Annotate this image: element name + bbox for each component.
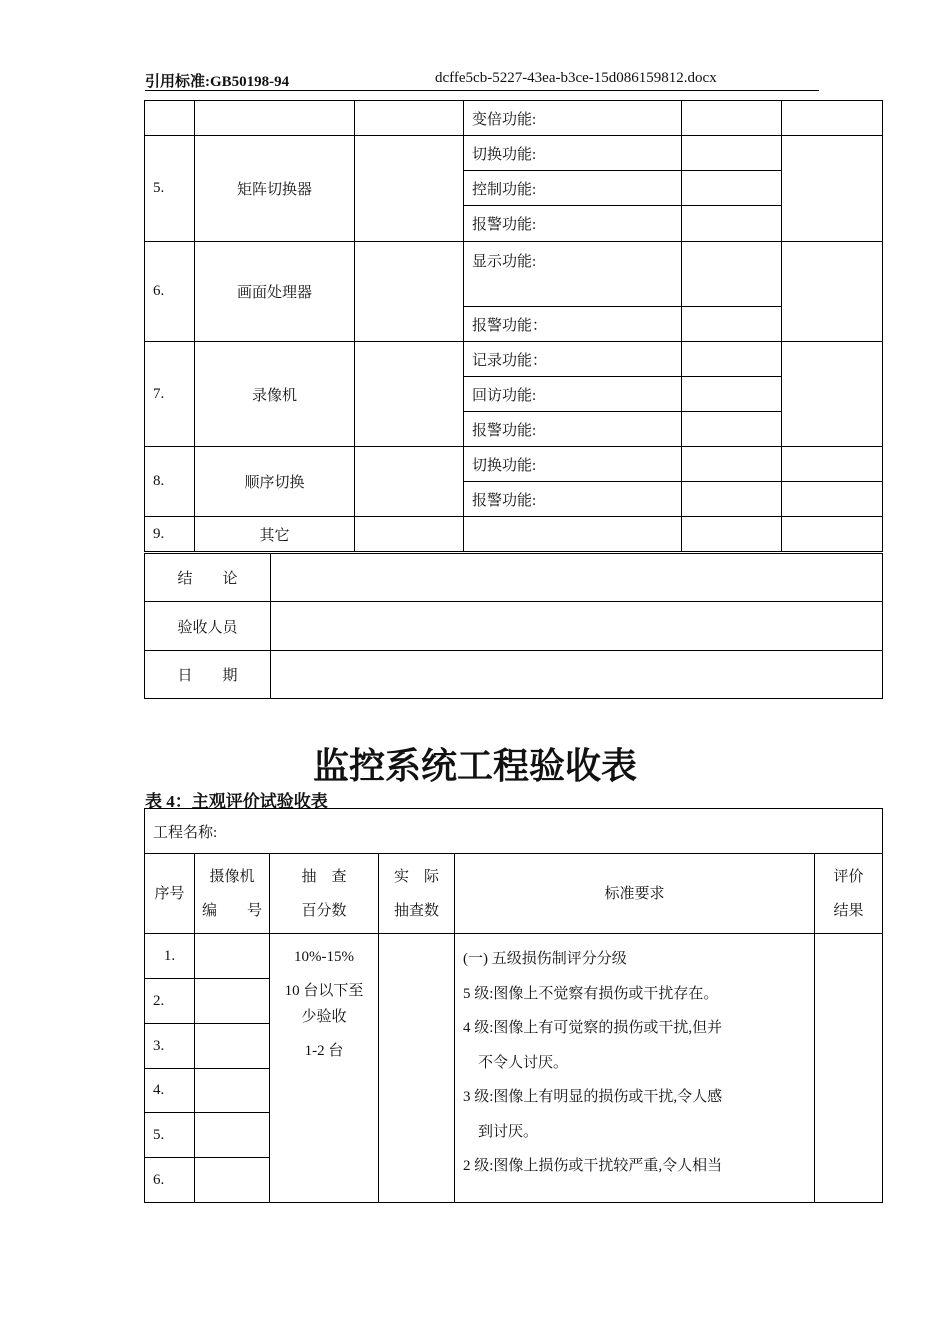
cell-empty: [195, 101, 355, 136]
standard-line: 到讨厌。: [463, 1123, 539, 1140]
cell-empty: [782, 101, 883, 136]
camera-number-field[interactable]: [195, 1113, 270, 1158]
header-actual-line2: 抽查数: [393, 902, 439, 919]
date-field[interactable]: [271, 651, 883, 699]
standard-line: 3 级:图像上有明显的损伤或干扰,令人感: [463, 1089, 723, 1105]
device-name: 其它: [195, 517, 355, 552]
seq-number: 5.: [145, 1113, 195, 1158]
row-number: 8.: [145, 447, 195, 517]
function-label: 报警功能:: [464, 482, 682, 517]
seq-number: 3.: [145, 1024, 195, 1069]
seq-number: 2.: [145, 979, 195, 1024]
cell-empty: [682, 377, 782, 412]
cell-empty: [782, 482, 883, 517]
header-seq: 序号: [145, 854, 195, 934]
cell-empty: [355, 242, 464, 342]
function-label: 报警功能:: [464, 412, 682, 447]
cell-empty: [355, 447, 464, 517]
header-check-line1: 抽 查: [301, 868, 347, 885]
header-camera-line1: 摄像机: [209, 868, 255, 885]
device-name: 矩阵切换器: [195, 136, 355, 242]
cell-empty: [682, 482, 782, 517]
cell-empty: [682, 342, 782, 377]
function-label: 切换功能:: [464, 136, 682, 171]
seq-number: 6.: [145, 1158, 195, 1203]
camera-number-field[interactable]: [195, 934, 270, 979]
standard-line: 不令人讨厌。: [463, 1054, 569, 1071]
header-camera-line2: 编 号: [201, 902, 262, 919]
device-name: 画面处理器: [195, 242, 355, 342]
cell-empty: [682, 101, 782, 136]
header-rule: [145, 90, 819, 91]
cell-empty: [355, 136, 464, 242]
header-check-percent: [270, 854, 379, 934]
cell-empty: [682, 206, 782, 242]
header-actual-line1: 实 际: [393, 868, 439, 885]
actual-count-field[interactable]: [379, 934, 455, 1203]
function-label: 切换功能:: [464, 447, 682, 482]
cell-empty: [145, 101, 195, 136]
percent-min: 1-2 台: [304, 1043, 344, 1059]
header-actual-count: [379, 854, 455, 934]
conclusion-field[interactable]: [271, 554, 883, 602]
standard-reference: 引用标准:GB50198-94: [145, 74, 290, 90]
form-title: 监控系统工程验收表: [312, 745, 637, 787]
cell-empty: [782, 447, 883, 482]
standard-requirements: [455, 934, 815, 1203]
standard-line: 5 级:图像上不觉察有损伤或干扰存在。: [463, 985, 719, 1002]
check-percent-cell: [270, 934, 379, 1203]
row-number: 9.: [145, 517, 195, 552]
function-label: 控制功能:: [464, 171, 682, 206]
seq-number: 1.: [145, 934, 195, 979]
signoff-table: [144, 553, 883, 699]
camera-number-field[interactable]: [195, 1024, 270, 1069]
cell-empty: [464, 517, 682, 552]
subjective-evaluation-table: [144, 808, 883, 1203]
date-label: 日 期: [145, 651, 271, 699]
header-camera: [195, 854, 270, 934]
cell-empty: [682, 447, 782, 482]
inspectors-field[interactable]: [271, 602, 883, 651]
header-standard: 标准要求: [455, 854, 815, 934]
header-evaluation: [815, 854, 883, 934]
cell-empty: [682, 171, 782, 206]
row-number: 5.: [145, 136, 195, 242]
project-name-field[interactable]: 工程名称:: [145, 809, 883, 854]
cell-empty: [682, 136, 782, 171]
standard-line: (一) 五级损伤制评分分级: [463, 951, 627, 967]
device-name: 录像机: [195, 342, 355, 447]
function-label: 变倍功能:: [464, 101, 682, 136]
percent-note: 10 台以下至少验收: [284, 983, 364, 1025]
cell-empty: [355, 101, 464, 136]
function-label: 记录功能：: [464, 342, 682, 377]
cell-empty: [355, 517, 464, 552]
inspectors-label: 验收人员: [145, 602, 271, 651]
cell-empty: [682, 517, 782, 552]
header-eval-line1: 评价: [833, 868, 864, 885]
evaluation-result-field[interactable]: [815, 934, 883, 1203]
function-label: 报警功能:: [464, 206, 682, 242]
function-label: 报警功能：: [464, 307, 682, 342]
cell-empty: [682, 242, 782, 307]
cell-empty: [782, 342, 883, 447]
document-filename: dcffe5cb-5227-43ea-b3ce-15d086159812.docx: [435, 70, 717, 86]
header-check-line2: 百分数: [301, 902, 347, 919]
row-number: 7.: [145, 342, 195, 447]
standard-line: 2 级:图像上损伤或干扰较严重,令人相当: [463, 1158, 723, 1174]
seq-number: 4.: [145, 1069, 195, 1113]
camera-number-field[interactable]: [195, 979, 270, 1024]
cell-empty: [355, 342, 464, 447]
standard-line: 4 级:图像上有可觉察的损伤或干扰,但并: [463, 1020, 723, 1036]
cell-empty: [782, 242, 883, 342]
table-caption: 表 4：主观评价试验收表: [145, 792, 328, 811]
camera-number-field[interactable]: [195, 1158, 270, 1203]
device-function-table: [144, 100, 883, 552]
cell-empty: [682, 412, 782, 447]
conclusion-label: 结 论: [145, 554, 271, 602]
function-label: 显示功能:: [464, 242, 682, 307]
row-number: 6.: [145, 242, 195, 342]
function-label: 回访功能:: [464, 377, 682, 412]
camera-number-field[interactable]: [195, 1069, 270, 1113]
percent-range: 10%-15%: [294, 949, 354, 965]
header-eval-line2: 结果: [833, 902, 864, 919]
device-name: 顺序切换: [195, 447, 355, 517]
cell-empty: [782, 517, 883, 552]
cell-empty: [782, 136, 883, 242]
cell-empty: [682, 307, 782, 342]
